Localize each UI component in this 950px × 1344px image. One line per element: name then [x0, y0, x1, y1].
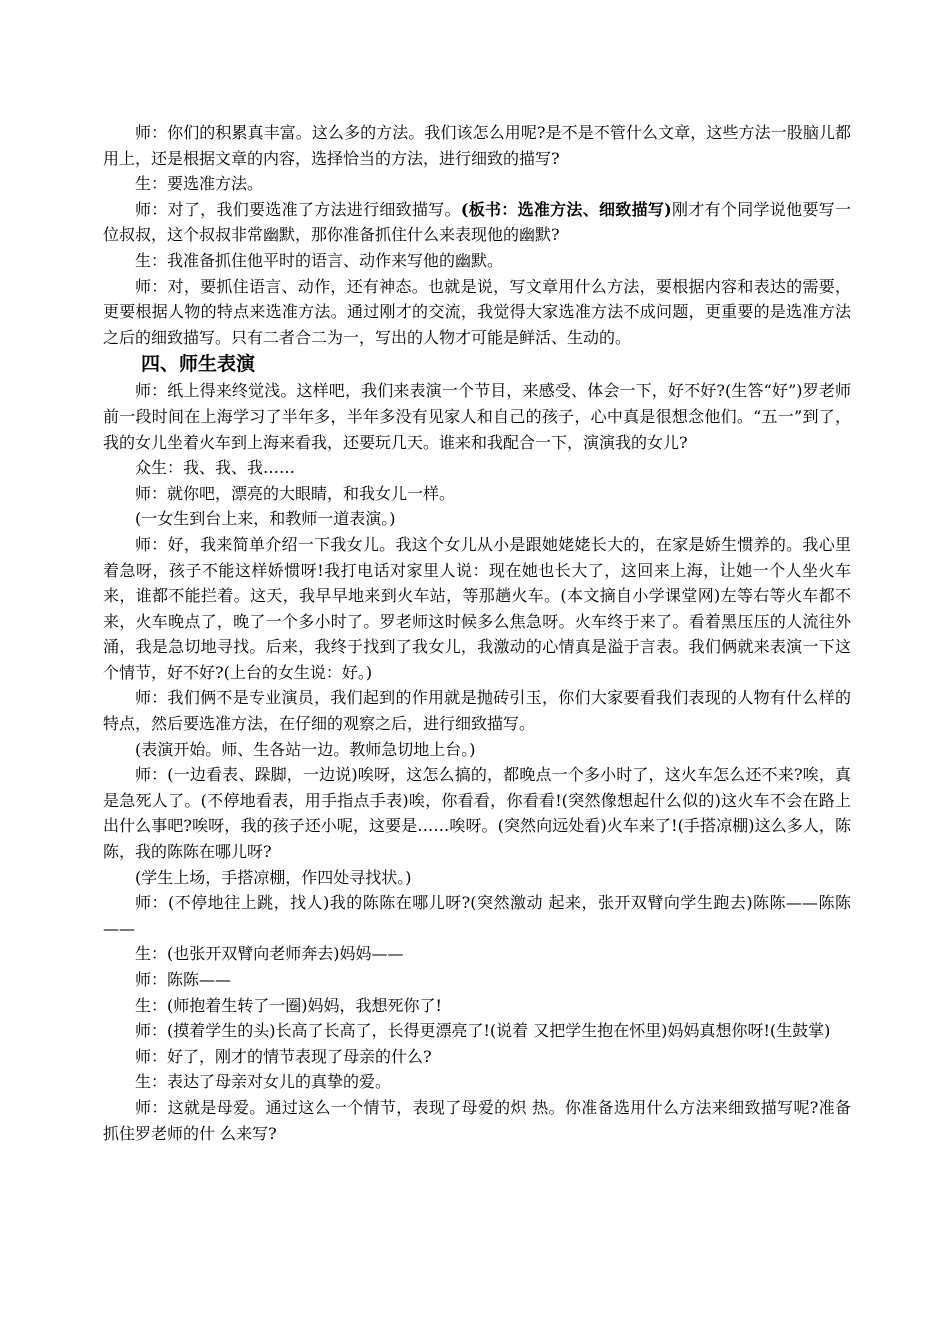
- paragraph-text: 师：对了，我们要选准了方法进行细致描写。: [135, 199, 461, 219]
- document-page: [103, 120, 851, 1146]
- paragraph: 生：(也张开双臂向老师奔去)妈妈——: [135, 944, 404, 964]
- paragraph: 师：这就是母爱。通过这么一个情节，表现了母爱的炽 热。你准备选用什么方法来细致描写呢?准备抓住罗老师的什 么来写?: [103, 1097, 851, 1143]
- paragraph: 师：好，我来简单介绍一下我女儿。我这个女儿从小是跟她姥姥长大的，在家是娇生惯养的。我心里着急呀，孩子不能这样娇惯呀!我打电话对家里人说：现在她也长大了，这回来上海，让她一个人坐火车来，谁都不能拦着。这天，我早早地来到火车站，等那趟火车。(本文摘自小学课堂网)左等右等火车都不来，火车晚点了，晚了一个多小时了。罗老师这时候多么焦急呀。火车终于来了。看着黑压压的人流往外涌，我是急切地寻找。后来，我终于找到了我女儿，我激动的心情真是溢于言表。我们俩就来表演一下这个情节，好不好?(上台的女生说：好。): [103, 534, 851, 682]
- paragraph: 生：要选准方法。: [135, 174, 264, 194]
- paragraph: 师：我们俩不是专业演员，我们起到的作用就是抛砖引玉，你们大家要看我们表现的人物有什么样的特点，然后要选准方法，在仔细的观察之后，进行细致描写。: [103, 688, 851, 734]
- paragraph: 生：表达了母亲对女儿的真挚的爱。: [135, 1072, 392, 1092]
- paragraph-text: 刚才有个同学说他要写一位叔叔，这个叔叔非常幽默，那你准备抓住什么来表现他的幽默?: [103, 199, 851, 245]
- paragraph: 众生：我、我、我……: [135, 458, 296, 478]
- paragraph: (一女生到台上来，和教师一道表演。): [135, 509, 396, 529]
- paragraph-blackboard: [103, 197, 851, 248]
- paragraph: 师：就你吧，漂亮的大眼睛，和我女儿一样。: [135, 483, 456, 503]
- paragraph: 师：对，要抓住语言、动作，还有神态。也就是说，写文章用什么方法，要根据内容和表达的需要，更要根据人物的特点来选准方法。通过刚才的交流，我觉得大家选准方法不成问题，更重要的是选准方法之后的细致描写。只有二者合二为一，写出的人物才可能是鲜活、生动的。: [103, 276, 851, 347]
- paragraph: (表演开始。师、生各站一边。教师急切地上台。): [135, 739, 476, 759]
- paragraph: 师：(不停地往上跳，找人)我的陈陈在哪儿呀?(突然激动 起来，张开双臂向学生跑去)陈陈——陈陈——: [103, 893, 851, 938]
- blackboard-note: (板书：选准方法、细致描写): [460, 199, 672, 219]
- paragraph: 生：我准备抓住他平时的语言、动作来写他的幽默。: [135, 250, 504, 270]
- paragraph: 师：(一边看表、跺脚，一边说)唉呀，这怎么搞的，都晚点一个多小时了，这火车怎么还不来?唉，真是急死人了。(不停地看表，用手指点手表)唉，你看看，你看看!(突然像想起什么似的)这火车不会在路上出什么事吧?唉呀，我的孩子还小呢，这要是……唉呀。(突然向远处看)火车来了!(手搭凉棚)这么多人，陈陈，我的陈陈在哪儿呀?: [103, 765, 851, 862]
- paragraph: 师：纸上得来终觉浅。这样吧，我们来表演一个节目，来感受、体会一下，好不好?(生答“好”)罗老师前一段时间在上海学习了半年多，半年多没有见家人和自己的孩子，心中真是很想念他们。“五一”到了，我的女儿坐着火车到上海来看我，还要玩几天。谁来和我配合一下，演演我的女儿?: [103, 381, 851, 452]
- paragraph: 生：(师抱着生转了一圈)妈妈，我想死你了!: [135, 995, 442, 1015]
- section-heading: 四、师生表演: [141, 353, 256, 376]
- paragraph: 师：你们的积累真丰富。这么多的方法。我们该怎么用呢?是不是不管什么文章，这些方法一股脑儿都用上，还是根据文章的内容，选择恰当的方法，进行细致的描写?: [103, 123, 851, 168]
- paragraph: 师：好了，刚才的情节表现了母亲的什么?: [135, 1046, 432, 1066]
- paragraph: 师：(摸着学生的头)长高了长高了，长得更漂亮了!(说着 又把学生抱在怀里)妈妈真想你呀!(生鼓掌): [135, 1021, 831, 1041]
- paragraph: (学生上场，手搭凉棚，作四处寻找状。): [135, 867, 412, 887]
- paragraph: 师：陈陈——: [135, 970, 232, 989]
